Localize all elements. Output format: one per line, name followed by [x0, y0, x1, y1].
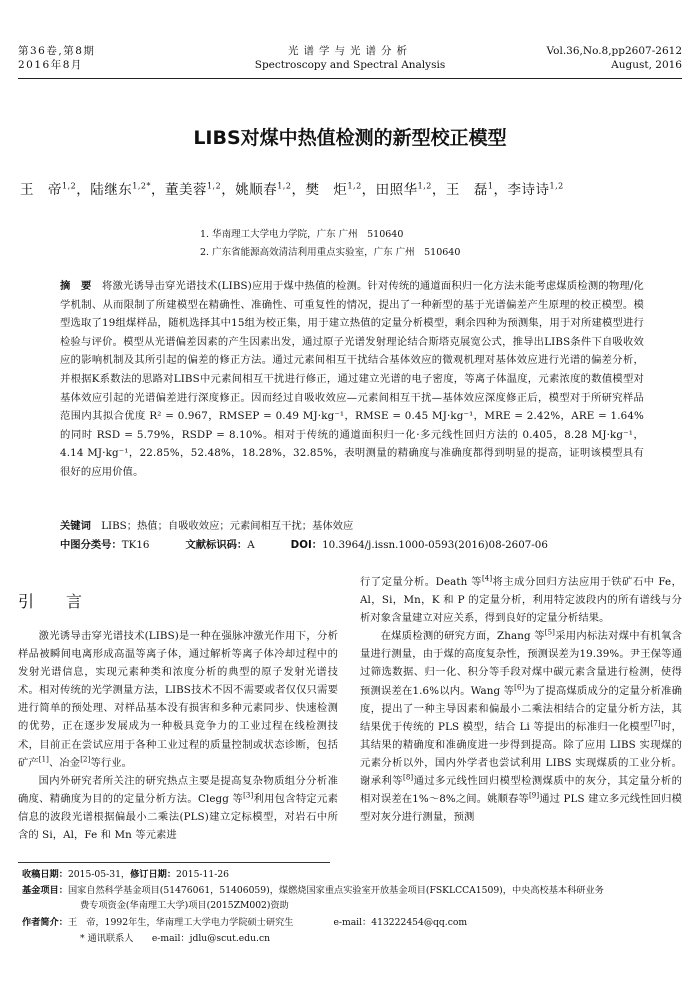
citation[interactable]: [5] [544, 628, 556, 637]
paragraph: 行了定量分析。Death 等[4]将主成分回归方法应用于铁矿石中 Fe，Al，Si，Mn，K 和 P 的定量分析，利用特定波段内的所有谱线与分析对象含量建立对应关系，得到良好的定量分析结果。 [360, 574, 682, 625]
clc-value: TK16 [121, 539, 150, 551]
abstract-label: 摘 要 [60, 280, 92, 292]
keywords [60, 517, 644, 535]
author-affiliation-mark: 1,2 [549, 181, 564, 191]
doc-code-value: A [247, 539, 255, 551]
author-affiliation-mark: 1,2 [62, 181, 77, 191]
doi-value: 10.3964/j.issn.1000-0593(2016)08-2607-06 [322, 539, 548, 551]
footnote-correspondence: * 通讯联系人 e-mail：jdlu@scut.edu.cn [80, 933, 271, 944]
footnote-dates: 收稿日期：2015-05-31，修订日期：2015-11-26 [22, 869, 230, 880]
author-name: 田照华 [375, 182, 418, 198]
paragraph: 在煤质检测的研究方面，Zhang 等[5]采用内标法对煤中有机氧含量进行测量，由于煤的高度复杂性，预测误差为19.39%。尹王保等通过筛选数据、归一化、积分等手段对煤中碳元素含量进行检测，使得预测误差在1.6%以内。Wang 等[6]为了提高煤质成分的定量分析准确度，提出了一种主导因素和偏最小二乘法相结合的定量分析方法，其结果优于传统的 PLS 模型，结合 Li 等提出的标准归一化模型[7]时，其结果的精确度和准确度进一步得到提高。除了应用 LIBS 实现煤的元素分析以外，国内外学者也尝试利用 LIBS 实现煤质的工业分析。谢承利等[8]通过多元线性回归模型检测煤质中的灰分，其定量分析的相对误差在1%～8%之间。姚顺春等[9]通过 PLS 建立多元线性回归模型对灰分进行测量，预测 [360, 628, 683, 824]
citation[interactable]: [6] [514, 683, 525, 692]
citation[interactable]: [7] [650, 719, 661, 728]
volume-pages [547, 44, 682, 72]
citation[interactable]: [9] [528, 791, 540, 800]
author-affiliation-mark: 1,2 [206, 181, 222, 191]
author-name: 王 磊 [445, 182, 488, 198]
issue-date-en: August, 2016 [611, 59, 682, 71]
author-affiliation-mark: 1,2 [417, 181, 432, 191]
citation[interactable]: [1] [38, 755, 50, 764]
author-name: 李诗诗 [507, 182, 550, 198]
paragraph: 国内外研究者所关注的研究热点主要是提高复杂物质组分分析准确度、精确度为目的的定量分析方法。Clegg 等[3]利用包含特定元素信息的波段光谱根据偏最小二乘法(PLS)建立定标模型，对岩石中所含的 Si，Al，Fe 和 Mn 等元素进 [18, 774, 338, 842]
footnote-divider [18, 862, 330, 863]
citation[interactable]: [2] [80, 755, 91, 764]
journal-name-cn: 光谱学与光谱分析 [288, 45, 412, 57]
author-name: 董美蓉 [164, 182, 207, 198]
affiliation-2: 2. 广东省能源高效清洁利用重点实验室，广东 广州 510640 [200, 247, 461, 258]
clc-label: 中图分类号： [60, 539, 122, 551]
body-column-right [360, 573, 682, 826]
author-affiliation-mark: 1,2* [132, 181, 151, 191]
citation[interactable]: [3] [243, 791, 254, 800]
author-affiliation-mark: 1,2 [277, 181, 292, 191]
author-affiliation-mark: 1 [487, 181, 494, 191]
volume-pages-line: Vol.36,No.8,pp2607-2612 [546, 45, 682, 57]
author-name: 陆继东 [90, 182, 133, 198]
paragraph: 激光诱导击穿光谱技术(LIBS)是一种在强脉冲激光作用下，分析样品被瞬间电离形成高温等离子体，通过解析等离子体冷却过程中的发射光谱信息，实现元素种类和浓度分析的典型的原子发射光谱技术。相对传统的光学测量方法，LIBS技术不因不需要或者仅仅只需要进行简单的预处理、对样品基本没有损害和多种元素同步、快速检测的优势，正在逐步发展成为一种极具竞争力的工业过程在线检测技术，目前正在尝试应用于各种工业过程的质量控制或状态诊断，包括矿产[1]、冶金[2]等行业。 [18, 630, 338, 769]
classification-line [60, 536, 644, 554]
keywords-text: LIBS；热值；自吸收效应；元素间相互干扰；基体效应 [101, 520, 354, 532]
author-name: 王 帝 [20, 182, 62, 198]
doc-code-label: 文献标识码： [185, 539, 248, 551]
footnote-funding: 基金项目：国家自然科学基金项目(51476061，51406059)，煤燃烧国家重点实验室开放基金项目(FSKLCCA1509)，中央高校基本科研业务 费专项资金(华南理工大学)项目(2015ZM002)资助 [22, 885, 604, 911]
author-name: 姚顺春 [235, 182, 278, 198]
abstract [60, 277, 644, 482]
running-header [18, 44, 682, 74]
section-heading-introduction: 引 言 [18, 592, 91, 611]
volume-issue: 第36卷,第8期 [18, 45, 96, 57]
journal-name-en: Spectroscopy and Spectral Analysis [254, 59, 446, 71]
header-divider [18, 78, 682, 79]
citation[interactable]: [8] [403, 773, 414, 782]
issue-date-cn: 2016年8月 [18, 59, 83, 71]
author-email[interactable]: e-mail：413222454@qq.com [333, 917, 468, 928]
author-list: 王 帝$^{1,2}$，陆继东$^{1,2*}$，董美蓉$^{1,2}$，姚顺春$^{1,2}$，樊 炬$^{1,2}$，田照华$^{1,2}$，王 磊$^1$，李诗诗$^{1,2}$ [20, 181, 564, 198]
keywords-label: 关键词 [60, 520, 91, 532]
affiliation-1: 1. 华南理工大学电力学院，广东 广州 510640 [200, 229, 404, 240]
citation[interactable]: [4] [481, 574, 493, 583]
author-name: 樊 炬 [305, 182, 348, 198]
affiliations [200, 226, 460, 262]
footnote-author: 作者简介：王 帝，1992年生，华南理工大学电力学院硕士研究生 e-mail：413222454@qq.com [22, 917, 468, 928]
doi-label: DOI： [290, 539, 323, 551]
paper-title: LIBS对煤中热值检测的新型校正模型 [193, 127, 507, 149]
abstract-text: 将激光诱导击穿光谱技术(LIBS)应用于煤中热值的检测。针对传统的通道面积归一化方法未能考虑煤质检测的物理/化学机制、从而限制了所建模型在精确性、准确性、可重复性的情况，提出了一种新型的基于光谱偏差产生原理的校正模型。模型选取了19组煤样品，随机选择其中15组为校正集，用于建立热值的定量分析模型，剩余四种为预测集，用于对所建模型进行检验与评价。模型从光谱偏差因素的产生因素出发，通过原子光谱发射理论结合斯塔克展宽公式，推导出LIBS条件下自吸收效应的影响机制及其所引起的偏差的修正方法。通过元素间相互干扰结合基体效应的微观机理对基体效应进行光谱的偏差分析，并根据K系数法的思路对LIBS中元素间相互干扰进行修正，通过建立光谱的电子密度，等离子体温度，元素浓度的数值模型对基体效应引起的光谱偏差进行深度修正。因而经过自吸收效应—元素间相互干扰—基体效应深度修正后，模型对于所研究样品范围内其拟合优度 R² = 0.967，RMSEP = 0.49 MJ·kg⁻¹，RMSE = 0.45 MJ·kg⁻¹，MRE = 2.42%，ARE = 1.64%的同时 RSD = 5.79%，RSDP = 8.10%。相对于传统的通道面积归一化·多元线性回归方法的 0.405，8.28 MJ·kg⁻¹，4.14 MJ·kg⁻¹，22.85%，52.48%，18.28%，32.85%，表明测量的精确度与准确度都得到明显的提高，证明该模型具有很好的应用价值。 [60, 280, 644, 478]
author-affiliation-mark: 1,2 [347, 181, 362, 191]
body-column-left [18, 627, 338, 844]
